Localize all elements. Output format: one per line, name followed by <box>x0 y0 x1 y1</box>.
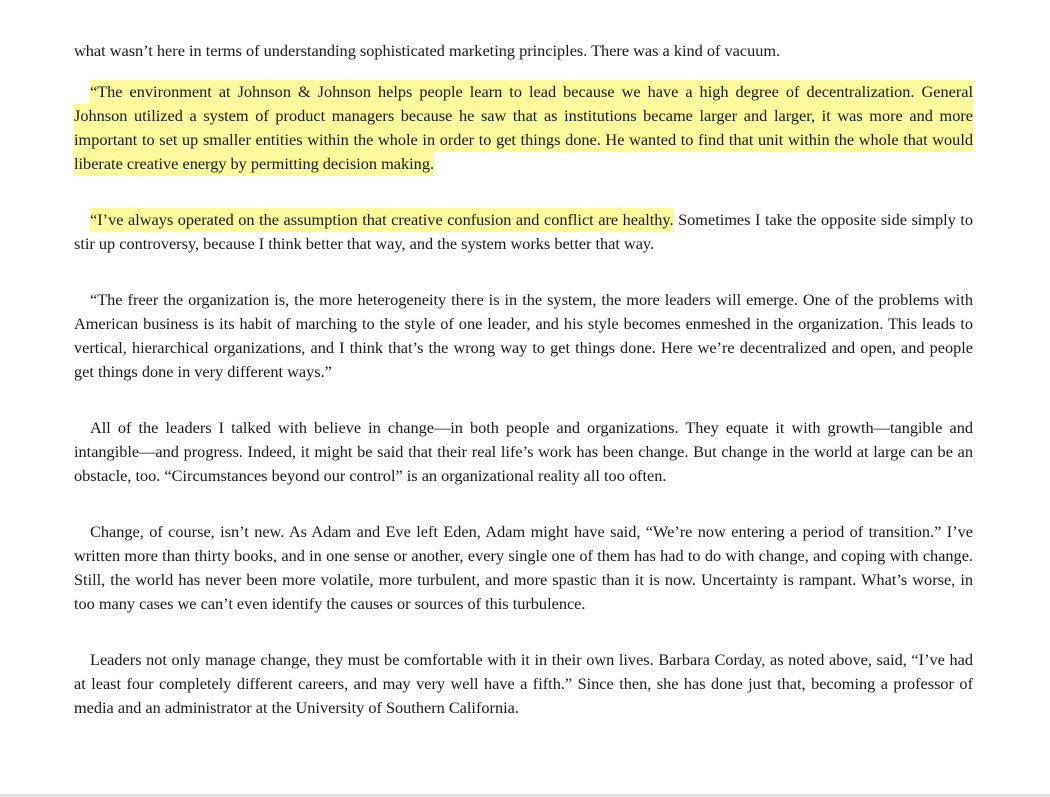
paragraph-decentralization <box>74 80 973 176</box>
paragraph-manage-change <box>74 648 973 720</box>
text-segment: “The freer the organization is, the more heterogeneity there is in the system, the more leaders will emerge. One of the problems with American business is its habit of marching to the style of one leader, and his style becomes enmeshed in the organization. This leads to vertical, hierarchical organizations, and I think that’s the wrong way to get things done. Here we’re decentralized and open, and people get things done in very different ways.” <box>74 290 973 381</box>
highlighted-text[interactable]: “I’ve always operated on the assumption that creative confusion and conflict are healthy. <box>90 208 674 232</box>
text-segment: All of the leaders I talked with believe in change—in both people and organizations. They equate it with growth—tangible and intangible—and progress. Indeed, it might be said that their real life’s work has been change. But change in the world at large can be an obstacle, too. “Circumstances beyond our control” is an organizational reality all too often. <box>74 418 973 485</box>
paragraph-heterogeneity <box>74 288 973 384</box>
paragraph-vacuum <box>74 39 973 63</box>
paragraph-believe-in-change <box>74 416 973 488</box>
paragraph-change-not-new <box>74 520 973 616</box>
text-segment: Sometimes I take the opposite side simply to stir up controversy, because I think better that way, and the system works better that way. <box>74 210 973 253</box>
text-segment: Change, of course, isn’t new. As Adam and Eve left Eden, Adam might have said, “We’re now entering a period of transition.” I’ve written more than thirty books, and in one sense or another, every single one of them has had to do with change, and coping with change. Still, the world has never been more volatile, more turbulent, and more spastic than it is now. Uncertainty is rampant. What’s worse, in too many cases we can’t even identify the causes or sources of this turbulence. <box>74 522 973 613</box>
text-segment: Leaders not only manage change, they must be comfortable with it in their own lives. Barbara Corday, as noted above, said, “I’ve had at least four completely different careers, and may very well have a fifth.” Since then, she has done just that, becoming a professor of media and an administrator at the University of Southern California. <box>74 650 973 717</box>
paragraph-creative-confusion <box>74 208 973 256</box>
document-page <box>74 0 973 797</box>
highlighted-text[interactable]: “The environment at Johnson & Johnson helps people learn to lead because we have a high degree of decentralization. General Johnson utilized a system of product managers because he saw that as institutions became larger and larger, it was more and more important to set up smaller entities within the whole in order to get things done. He wanted to find that unit within the whole that would liberate creative energy by permitting decision making. <box>74 80 973 176</box>
text-segment: what wasn’t here in terms of understanding sophisticated marketing principles. There was a kind of vacuum. <box>74 41 781 60</box>
